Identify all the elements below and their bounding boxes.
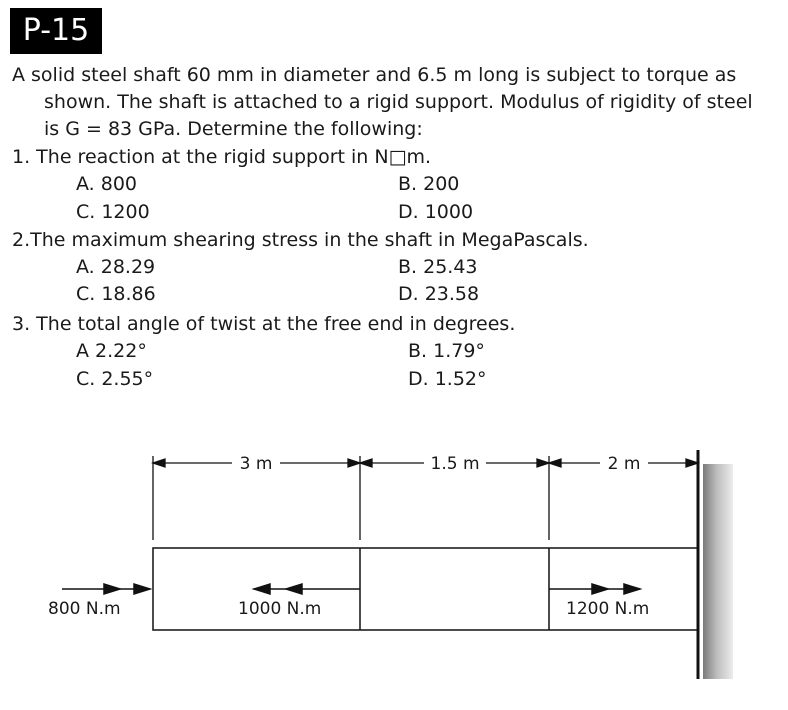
torque-arrow-1200	[549, 584, 640, 594]
question-2-text: 2.The maximum shearing stress in the shaft in MegaPascals.	[12, 229, 589, 251]
problem-statement-line-2: shown. The shaft is attached to a rigid support. Modulus of rigidity of steel	[44, 91, 753, 113]
torque-arrow-800	[62, 584, 150, 594]
question-2-choice-a: A. 28.29	[76, 256, 156, 278]
question-2-choice-b: B. 25.43	[398, 256, 478, 278]
problem-number-badge: P-15	[10, 8, 102, 54]
question-1-choice-d: D. 1000	[398, 201, 474, 223]
dimension-label-1-5m: 1.5 m	[430, 454, 480, 474]
question-3-choice-c: C. 2.55°	[76, 368, 154, 390]
extension-lines	[153, 456, 549, 540]
question-3-choice-a: A 2.22°	[76, 340, 147, 362]
question-3-text: 3. The total angle of twist at the free end in degrees.	[12, 313, 516, 335]
rigid-support-wall	[703, 464, 733, 679]
question-1-text: 1. The reaction at the rigid support in N□m.	[12, 146, 432, 168]
question-1-choice-b: B. 200	[398, 173, 460, 195]
question-1-choice-c: C. 1200	[76, 201, 150, 223]
dimension-label-3m: 3 m	[239, 454, 273, 474]
problem-statement-line-1: A solid steel shaft 60 mm in diameter and 6.5 m long is subject to torque as	[12, 64, 737, 86]
question-3-choice-b: B. 1.79°	[408, 340, 485, 362]
torque-label-800: 800 N.m	[48, 599, 121, 619]
question-3-choice-d: D. 1.52°	[408, 368, 487, 390]
torque-label-1000: 1000 N.m	[238, 599, 322, 619]
question-1-choice-a: A. 800	[76, 173, 138, 195]
torque-arrow-1000	[254, 584, 360, 594]
question-2-choice-c: C. 18.86	[76, 283, 156, 305]
dimension-label-2m: 2 m	[607, 454, 641, 474]
question-2-choice-d: D. 23.58	[398, 283, 480, 305]
problem-statement-line-3: is G = 83 GPa. Determine the following:	[44, 118, 423, 140]
torque-label-1200: 1200 N.m	[566, 599, 650, 619]
